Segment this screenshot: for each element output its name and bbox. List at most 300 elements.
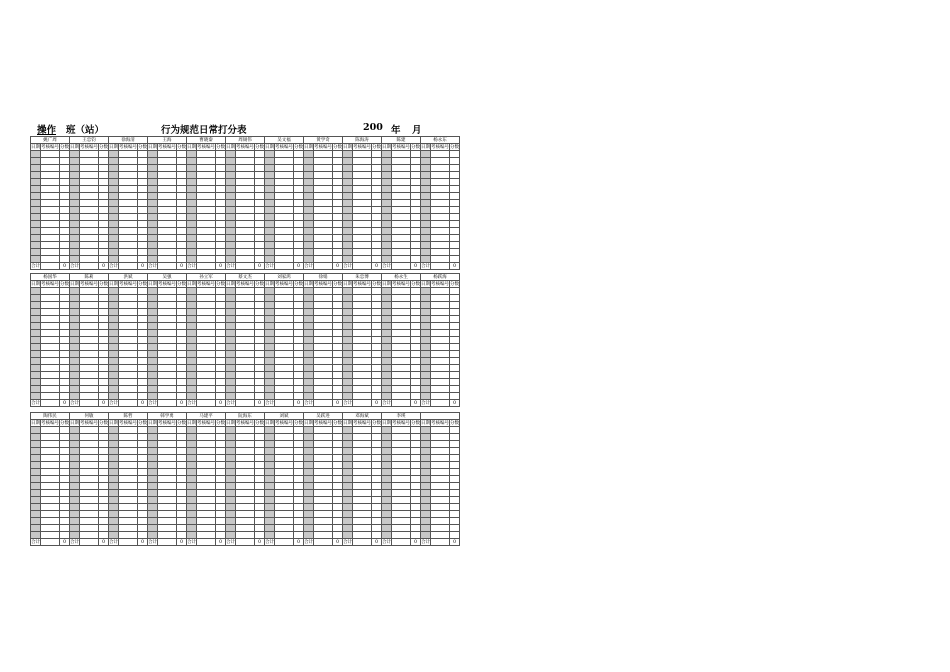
date-cell[interactable] — [226, 504, 236, 511]
code-cell[interactable] — [41, 393, 60, 400]
code-cell[interactable] — [197, 344, 216, 351]
date-cell[interactable] — [70, 165, 80, 172]
code-cell[interactable] — [275, 186, 294, 193]
date-cell[interactable] — [304, 490, 314, 497]
score-cell[interactable] — [216, 235, 226, 242]
code-cell[interactable] — [119, 511, 138, 518]
code-cell[interactable] — [314, 448, 333, 455]
code-cell[interactable] — [275, 337, 294, 344]
code-cell[interactable] — [314, 302, 333, 309]
code-cell[interactable] — [431, 302, 450, 309]
code-cell[interactable] — [392, 151, 411, 158]
code-cell[interactable] — [80, 386, 99, 393]
score-cell[interactable] — [138, 476, 148, 483]
score-cell[interactable] — [99, 386, 109, 393]
date-cell[interactable] — [148, 518, 158, 525]
date-cell[interactable] — [421, 330, 431, 337]
score-cell[interactable] — [255, 434, 265, 441]
code-cell[interactable] — [314, 386, 333, 393]
date-cell[interactable] — [109, 511, 119, 518]
code-cell[interactable] — [236, 242, 255, 249]
score-cell[interactable] — [99, 462, 109, 469]
score-cell[interactable] — [333, 207, 343, 214]
score-cell[interactable] — [450, 462, 460, 469]
score-cell[interactable] — [411, 295, 421, 302]
date-cell[interactable] — [31, 448, 41, 455]
date-cell[interactable] — [265, 483, 275, 490]
score-cell[interactable] — [333, 256, 343, 263]
score-cell[interactable] — [411, 249, 421, 256]
score-cell[interactable] — [99, 179, 109, 186]
code-cell[interactable] — [431, 242, 450, 249]
code-cell[interactable] — [41, 490, 60, 497]
date-cell[interactable] — [226, 518, 236, 525]
score-cell[interactable] — [177, 172, 187, 179]
code-cell[interactable] — [197, 462, 216, 469]
score-cell[interactable] — [99, 490, 109, 497]
score-cell[interactable] — [255, 462, 265, 469]
code-cell[interactable] — [158, 242, 177, 249]
date-cell[interactable] — [382, 497, 392, 504]
score-cell[interactable] — [411, 455, 421, 462]
code-cell[interactable] — [275, 434, 294, 441]
score-cell[interactable] — [99, 372, 109, 379]
code-cell[interactable] — [158, 427, 177, 434]
score-cell[interactable] — [372, 179, 382, 186]
date-cell[interactable] — [382, 393, 392, 400]
code-cell[interactable] — [314, 504, 333, 511]
date-cell[interactable] — [226, 497, 236, 504]
score-cell[interactable] — [60, 518, 70, 525]
score-cell[interactable] — [255, 518, 265, 525]
date-cell[interactable] — [343, 344, 353, 351]
score-cell[interactable] — [255, 483, 265, 490]
code-cell[interactable] — [236, 158, 255, 165]
score-cell[interactable] — [294, 497, 304, 504]
date-cell[interactable] — [31, 295, 41, 302]
code-cell[interactable] — [431, 462, 450, 469]
code-cell[interactable] — [119, 295, 138, 302]
score-cell[interactable] — [177, 386, 187, 393]
score-cell[interactable] — [372, 455, 382, 462]
code-cell[interactable] — [275, 344, 294, 351]
code-cell[interactable] — [275, 358, 294, 365]
score-cell[interactable] — [294, 393, 304, 400]
date-cell[interactable] — [226, 511, 236, 518]
code-cell[interactable] — [392, 365, 411, 372]
date-cell[interactable] — [109, 469, 119, 476]
code-cell[interactable] — [197, 490, 216, 497]
code-cell[interactable] — [275, 316, 294, 323]
score-cell[interactable] — [138, 393, 148, 400]
score-cell[interactable] — [450, 214, 460, 221]
date-cell[interactable] — [343, 179, 353, 186]
code-cell[interactable] — [236, 309, 255, 316]
date-cell[interactable] — [109, 309, 119, 316]
score-cell[interactable] — [255, 448, 265, 455]
date-cell[interactable] — [109, 427, 119, 434]
date-cell[interactable] — [382, 476, 392, 483]
date-cell[interactable] — [70, 344, 80, 351]
score-cell[interactable] — [216, 379, 226, 386]
score-cell[interactable] — [60, 379, 70, 386]
date-cell[interactable] — [109, 483, 119, 490]
date-cell[interactable] — [31, 379, 41, 386]
date-cell[interactable] — [70, 302, 80, 309]
code-cell[interactable] — [236, 483, 255, 490]
code-cell[interactable] — [158, 228, 177, 235]
code-cell[interactable] — [119, 288, 138, 295]
date-cell[interactable] — [31, 193, 41, 200]
code-cell[interactable] — [314, 344, 333, 351]
code-cell[interactable] — [314, 393, 333, 400]
score-cell[interactable] — [294, 288, 304, 295]
code-cell[interactable] — [158, 511, 177, 518]
code-cell[interactable] — [392, 295, 411, 302]
score-cell[interactable] — [333, 441, 343, 448]
score-cell[interactable] — [372, 483, 382, 490]
code-cell[interactable] — [275, 158, 294, 165]
date-cell[interactable] — [31, 179, 41, 186]
code-cell[interactable] — [158, 393, 177, 400]
score-cell[interactable] — [60, 358, 70, 365]
score-cell[interactable] — [450, 309, 460, 316]
code-cell[interactable] — [80, 165, 99, 172]
code-cell[interactable] — [314, 151, 333, 158]
score-cell[interactable] — [177, 372, 187, 379]
score-cell[interactable] — [411, 511, 421, 518]
code-cell[interactable] — [158, 476, 177, 483]
score-cell[interactable] — [294, 511, 304, 518]
date-cell[interactable] — [31, 393, 41, 400]
code-cell[interactable] — [236, 186, 255, 193]
code-cell[interactable] — [353, 221, 372, 228]
date-cell[interactable] — [109, 316, 119, 323]
score-cell[interactable] — [138, 504, 148, 511]
code-cell[interactable] — [275, 469, 294, 476]
code-cell[interactable] — [197, 288, 216, 295]
date-cell[interactable] — [343, 158, 353, 165]
date-cell[interactable] — [187, 344, 197, 351]
code-cell[interactable] — [80, 525, 99, 532]
score-cell[interactable] — [294, 372, 304, 379]
date-cell[interactable] — [343, 483, 353, 490]
code-cell[interactable] — [275, 525, 294, 532]
date-cell[interactable] — [109, 158, 119, 165]
code-cell[interactable] — [119, 302, 138, 309]
date-cell[interactable] — [31, 151, 41, 158]
code-cell[interactable] — [431, 295, 450, 302]
score-cell[interactable] — [294, 165, 304, 172]
code-cell[interactable] — [353, 158, 372, 165]
date-cell[interactable] — [31, 434, 41, 441]
score-cell[interactable] — [294, 295, 304, 302]
score-cell[interactable] — [216, 483, 226, 490]
code-cell[interactable] — [80, 504, 99, 511]
score-cell[interactable] — [450, 490, 460, 497]
score-cell[interactable] — [60, 483, 70, 490]
date-cell[interactable] — [187, 351, 197, 358]
code-cell[interactable] — [314, 165, 333, 172]
code-cell[interactable] — [314, 288, 333, 295]
date-cell[interactable] — [304, 525, 314, 532]
score-cell[interactable] — [216, 302, 226, 309]
score-cell[interactable] — [450, 221, 460, 228]
code-cell[interactable] — [236, 207, 255, 214]
code-cell[interactable] — [275, 365, 294, 372]
score-cell[interactable] — [177, 504, 187, 511]
date-cell[interactable] — [31, 490, 41, 497]
date-cell[interactable] — [70, 518, 80, 525]
score-cell[interactable] — [411, 393, 421, 400]
code-cell[interactable] — [275, 518, 294, 525]
score-cell[interactable] — [99, 497, 109, 504]
score-cell[interactable] — [372, 235, 382, 242]
date-cell[interactable] — [187, 476, 197, 483]
code-cell[interactable] — [314, 330, 333, 337]
code-cell[interactable] — [275, 207, 294, 214]
code-cell[interactable] — [80, 158, 99, 165]
date-cell[interactable] — [265, 504, 275, 511]
code-cell[interactable] — [314, 511, 333, 518]
score-cell[interactable] — [333, 323, 343, 330]
date-cell[interactable] — [382, 462, 392, 469]
score-cell[interactable] — [372, 214, 382, 221]
score-cell[interactable] — [138, 448, 148, 455]
score-cell[interactable] — [255, 330, 265, 337]
date-cell[interactable] — [382, 483, 392, 490]
code-cell[interactable] — [158, 158, 177, 165]
score-cell[interactable] — [294, 427, 304, 434]
date-cell[interactable] — [382, 193, 392, 200]
score-cell[interactable] — [177, 165, 187, 172]
date-cell[interactable] — [148, 214, 158, 221]
date-cell[interactable] — [343, 441, 353, 448]
code-cell[interactable] — [158, 386, 177, 393]
code-cell[interactable] — [197, 151, 216, 158]
code-cell[interactable] — [119, 379, 138, 386]
code-cell[interactable] — [119, 207, 138, 214]
code-cell[interactable] — [119, 386, 138, 393]
score-cell[interactable] — [60, 372, 70, 379]
score-cell[interactable] — [411, 288, 421, 295]
date-cell[interactable] — [382, 316, 392, 323]
date-cell[interactable] — [226, 337, 236, 344]
date-cell[interactable] — [343, 511, 353, 518]
date-cell[interactable] — [226, 469, 236, 476]
code-cell[interactable] — [431, 525, 450, 532]
score-cell[interactable] — [177, 256, 187, 263]
code-cell[interactable] — [158, 256, 177, 263]
date-cell[interactable] — [421, 358, 431, 365]
date-cell[interactable] — [343, 256, 353, 263]
date-cell[interactable] — [265, 455, 275, 462]
code-cell[interactable] — [431, 256, 450, 263]
score-cell[interactable] — [216, 518, 226, 525]
date-cell[interactable] — [382, 288, 392, 295]
code-cell[interactable] — [353, 386, 372, 393]
score-cell[interactable] — [60, 179, 70, 186]
code-cell[interactable] — [275, 441, 294, 448]
code-cell[interactable] — [197, 242, 216, 249]
date-cell[interactable] — [148, 434, 158, 441]
score-cell[interactable] — [333, 469, 343, 476]
date-cell[interactable] — [187, 193, 197, 200]
score-cell[interactable] — [255, 295, 265, 302]
score-cell[interactable] — [138, 200, 148, 207]
code-cell[interactable] — [80, 462, 99, 469]
code-cell[interactable] — [41, 256, 60, 263]
score-cell[interactable] — [372, 288, 382, 295]
score-cell[interactable] — [372, 379, 382, 386]
code-cell[interactable] — [236, 462, 255, 469]
score-cell[interactable] — [216, 165, 226, 172]
code-cell[interactable] — [392, 288, 411, 295]
code-cell[interactable] — [236, 511, 255, 518]
code-cell[interactable] — [197, 330, 216, 337]
date-cell[interactable] — [187, 151, 197, 158]
score-cell[interactable] — [411, 242, 421, 249]
date-cell[interactable] — [148, 179, 158, 186]
score-cell[interactable] — [138, 151, 148, 158]
score-cell[interactable] — [138, 518, 148, 525]
score-cell[interactable] — [177, 151, 187, 158]
code-cell[interactable] — [275, 427, 294, 434]
code-cell[interactable] — [353, 186, 372, 193]
code-cell[interactable] — [119, 372, 138, 379]
score-cell[interactable] — [255, 309, 265, 316]
score-cell[interactable] — [99, 151, 109, 158]
score-cell[interactable] — [294, 469, 304, 476]
date-cell[interactable] — [265, 525, 275, 532]
code-cell[interactable] — [236, 221, 255, 228]
date-cell[interactable] — [187, 179, 197, 186]
date-cell[interactable] — [70, 151, 80, 158]
score-cell[interactable] — [177, 221, 187, 228]
code-cell[interactable] — [41, 323, 60, 330]
code-cell[interactable] — [41, 469, 60, 476]
date-cell[interactable] — [187, 469, 197, 476]
code-cell[interactable] — [197, 455, 216, 462]
date-cell[interactable] — [70, 490, 80, 497]
date-cell[interactable] — [226, 532, 236, 539]
code-cell[interactable] — [41, 337, 60, 344]
date-cell[interactable] — [421, 476, 431, 483]
code-cell[interactable] — [41, 309, 60, 316]
score-cell[interactable] — [450, 386, 460, 393]
code-cell[interactable] — [119, 344, 138, 351]
date-cell[interactable] — [31, 228, 41, 235]
date-cell[interactable] — [304, 434, 314, 441]
code-cell[interactable] — [236, 518, 255, 525]
code-cell[interactable] — [41, 295, 60, 302]
score-cell[interactable] — [177, 351, 187, 358]
code-cell[interactable] — [431, 344, 450, 351]
code-cell[interactable] — [275, 455, 294, 462]
score-cell[interactable] — [372, 186, 382, 193]
code-cell[interactable] — [392, 165, 411, 172]
score-cell[interactable] — [177, 455, 187, 462]
score-cell[interactable] — [372, 469, 382, 476]
code-cell[interactable] — [236, 504, 255, 511]
code-cell[interactable] — [392, 469, 411, 476]
code-cell[interactable] — [353, 469, 372, 476]
score-cell[interactable] — [372, 337, 382, 344]
score-cell[interactable] — [99, 393, 109, 400]
score-cell[interactable] — [333, 490, 343, 497]
score-cell[interactable] — [450, 249, 460, 256]
score-cell[interactable] — [294, 221, 304, 228]
score-cell[interactable] — [177, 158, 187, 165]
date-cell[interactable] — [304, 518, 314, 525]
code-cell[interactable] — [314, 309, 333, 316]
date-cell[interactable] — [226, 323, 236, 330]
date-cell[interactable] — [109, 186, 119, 193]
code-cell[interactable] — [275, 228, 294, 235]
date-cell[interactable] — [382, 504, 392, 511]
code-cell[interactable] — [80, 309, 99, 316]
date-cell[interactable] — [187, 186, 197, 193]
code-cell[interactable] — [158, 358, 177, 365]
code-cell[interactable] — [80, 330, 99, 337]
score-cell[interactable] — [294, 365, 304, 372]
code-cell[interactable] — [431, 532, 450, 539]
score-cell[interactable] — [333, 200, 343, 207]
code-cell[interactable] — [80, 186, 99, 193]
code-cell[interactable] — [41, 511, 60, 518]
score-cell[interactable] — [60, 455, 70, 462]
score-cell[interactable] — [411, 323, 421, 330]
score-cell[interactable] — [333, 179, 343, 186]
score-cell[interactable] — [216, 337, 226, 344]
date-cell[interactable] — [226, 441, 236, 448]
code-cell[interactable] — [392, 462, 411, 469]
date-cell[interactable] — [31, 365, 41, 372]
date-cell[interactable] — [304, 344, 314, 351]
score-cell[interactable] — [216, 469, 226, 476]
score-cell[interactable] — [60, 309, 70, 316]
score-cell[interactable] — [177, 295, 187, 302]
date-cell[interactable] — [382, 469, 392, 476]
score-cell[interactable] — [411, 256, 421, 263]
code-cell[interactable] — [353, 434, 372, 441]
score-cell[interactable] — [333, 372, 343, 379]
score-cell[interactable] — [60, 386, 70, 393]
score-cell[interactable] — [333, 302, 343, 309]
code-cell[interactable] — [431, 358, 450, 365]
date-cell[interactable] — [421, 249, 431, 256]
score-cell[interactable] — [450, 441, 460, 448]
code-cell[interactable] — [119, 518, 138, 525]
date-cell[interactable] — [70, 249, 80, 256]
score-cell[interactable] — [99, 483, 109, 490]
date-cell[interactable] — [31, 455, 41, 462]
score-cell[interactable] — [216, 386, 226, 393]
code-cell[interactable] — [119, 200, 138, 207]
score-cell[interactable] — [333, 365, 343, 372]
score-cell[interactable] — [216, 207, 226, 214]
date-cell[interactable] — [31, 462, 41, 469]
code-cell[interactable] — [119, 235, 138, 242]
code-cell[interactable] — [80, 511, 99, 518]
code-cell[interactable] — [158, 532, 177, 539]
date-cell[interactable] — [343, 172, 353, 179]
date-cell[interactable] — [31, 344, 41, 351]
date-cell[interactable] — [265, 351, 275, 358]
date-cell[interactable] — [421, 288, 431, 295]
date-cell[interactable] — [70, 497, 80, 504]
date-cell[interactable] — [343, 228, 353, 235]
